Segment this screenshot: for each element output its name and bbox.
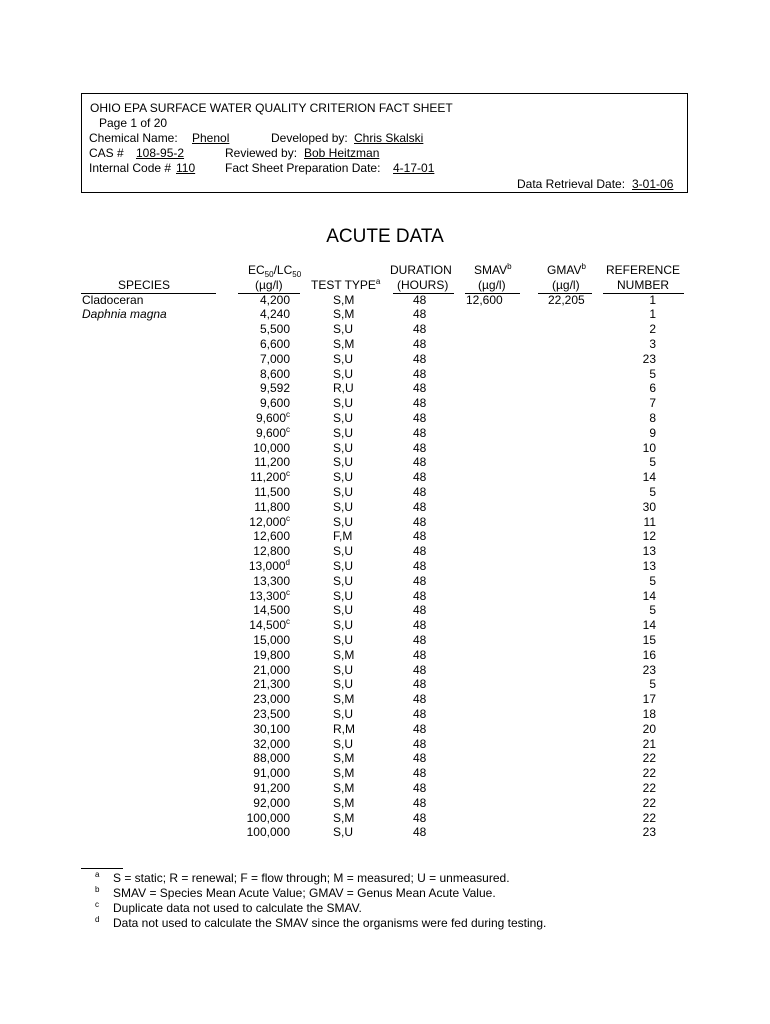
- ec-value-cell: 91,200: [253, 780, 290, 795]
- table-row: [0, 825, 770, 840]
- ec-value-cell: 11,800: [254, 499, 290, 514]
- chemical-name-label: Chemical Name:: [89, 131, 178, 145]
- ec-value-cell: 19,800: [253, 647, 290, 662]
- duration-cell: 48: [413, 618, 427, 633]
- test-type-cell: S,U: [333, 588, 354, 603]
- ec-value-cell: 21,000: [253, 662, 290, 677]
- reference-cell: 5: [649, 677, 656, 692]
- duration-cell: 48: [413, 795, 427, 810]
- test-type-cell: S,U: [333, 425, 354, 440]
- duration-cell: 48: [413, 440, 427, 455]
- duration-cell: 48: [413, 514, 427, 529]
- smav-cell: 12,600: [466, 292, 503, 307]
- ec-value-cell: 13,300$^c$: [249, 587, 290, 603]
- prep-date-value: 4-17-01: [393, 161, 435, 175]
- table-row: [0, 441, 770, 456]
- ec-value-cell: 13,300: [253, 573, 290, 588]
- test-type-cell: S,M: [333, 692, 355, 707]
- ec-value-cell: 30,100: [253, 721, 290, 736]
- page-number: Page 1 of 20: [99, 116, 168, 130]
- reference-cell: 11: [643, 514, 656, 529]
- table-row: [0, 663, 770, 678]
- table-row: [0, 470, 770, 485]
- table-row: [0, 603, 770, 618]
- table-row: [0, 381, 770, 396]
- ec-value-cell: 4,240: [259, 307, 290, 322]
- ec-value-cell: 88,000: [253, 751, 290, 766]
- table-row: [0, 722, 770, 737]
- duration-cell: 48: [413, 307, 427, 322]
- table-row: [0, 529, 770, 544]
- value-footnote-mark: d: [285, 557, 290, 567]
- test-type-cell: S,U: [333, 573, 354, 588]
- test-type-cell: S,U: [333, 484, 354, 499]
- reference-cell: 5: [649, 366, 656, 381]
- test-type-cell: R,U: [333, 381, 354, 396]
- reference-cell: 14: [642, 588, 656, 603]
- table-row: [0, 811, 770, 826]
- reference-cell: 23: [642, 351, 656, 366]
- test-type-cell: S,U: [333, 825, 354, 840]
- duration-cell: 48: [413, 410, 427, 425]
- value-footnote-mark: c: [286, 409, 290, 419]
- table-row: [0, 411, 770, 426]
- duration-cell: 48: [413, 736, 427, 751]
- table-row: [0, 677, 770, 692]
- reference-cell: 13: [642, 558, 656, 573]
- test-type-cell: S,U: [333, 410, 354, 425]
- duration-cell: 48: [413, 751, 427, 766]
- duration-cell: 48: [413, 662, 427, 677]
- developed-by-value: Chris Skalski: [354, 131, 424, 145]
- reference-cell: 12: [642, 529, 656, 544]
- col-duration: DURATION: [390, 263, 452, 277]
- reference-cell: 22: [642, 766, 656, 781]
- test-type-cell: S,U: [333, 440, 354, 455]
- reference-cell: 14: [642, 618, 656, 633]
- ec-value-cell: 32,000: [253, 736, 290, 751]
- retrieval-date-label: Data Retrieval Date:: [517, 177, 626, 191]
- reference-cell: 5: [649, 603, 656, 618]
- reference-cell: 23: [642, 662, 656, 677]
- table-row: [0, 455, 770, 470]
- test-type-cell: S,M: [333, 292, 355, 307]
- ec-value-cell: 15,000: [253, 632, 290, 647]
- table-row: [0, 751, 770, 766]
- col-reference: REFERENCE: [606, 263, 681, 277]
- table-row: [0, 574, 770, 589]
- ec-value-cell: 13,000$^d$: [248, 557, 290, 573]
- ec-value-cell: 9,592: [259, 381, 290, 396]
- internal-code-label: Internal Code #: [89, 161, 172, 175]
- footnote-mark: b: [95, 885, 100, 894]
- value-footnote-mark: c: [286, 424, 290, 434]
- footnote: [0, 901, 770, 916]
- ec-value-cell: 6,600: [259, 336, 290, 351]
- table-row: [0, 766, 770, 781]
- prep-date-label: Fact Sheet Preparation Date:: [225, 161, 381, 175]
- reference-cell: 22: [642, 795, 656, 810]
- duration-cell: 48: [413, 677, 427, 692]
- duration-cell: 48: [413, 692, 427, 707]
- duration-cell: 48: [413, 292, 427, 307]
- ec-value-cell: 100,000: [246, 825, 290, 840]
- reference-cell: 21: [642, 736, 656, 751]
- value-footnote-mark: c: [286, 617, 290, 627]
- ec-value-cell: 9,600$^c$: [255, 409, 290, 425]
- species-cell: Cladoceran: [82, 292, 144, 307]
- col-duration-unit: (HOURS): [397, 278, 449, 292]
- duration-cell: 48: [413, 544, 427, 559]
- reviewed-by-value: Bob Heitzman: [304, 146, 380, 160]
- reference-cell: 22: [642, 751, 656, 766]
- ec-value-cell: 100,000: [246, 810, 290, 825]
- duration-cell: 48: [413, 336, 427, 351]
- reference-cell: 22: [642, 780, 656, 795]
- ec-value-cell: 11,500: [254, 484, 290, 499]
- col-test-type: TEST TYPE$^a$: [311, 277, 381, 292]
- chemical-name-value: Phenol: [192, 131, 230, 145]
- reference-cell: 20: [642, 721, 656, 736]
- col-species: SPECIES: [118, 278, 171, 292]
- table-row: [0, 352, 770, 367]
- test-type-cell: R,M: [333, 721, 355, 736]
- duration-cell: 48: [413, 425, 427, 440]
- developed-by-label: Developed by:: [271, 131, 348, 145]
- duration-cell: 48: [413, 529, 427, 544]
- test-type-cell: S,M: [333, 751, 355, 766]
- value-footnote-mark: c: [286, 513, 290, 523]
- duration-cell: 48: [413, 366, 427, 381]
- footnote: [0, 871, 770, 886]
- ec-value-cell: 12,600: [253, 529, 290, 544]
- sheet-title: OHIO EPA SURFACE WATER QUALITY CRITERION FACT SHEET: [90, 101, 453, 115]
- test-type-cell: S,U: [333, 603, 354, 618]
- table-row: [0, 633, 770, 648]
- duration-cell: 48: [413, 603, 427, 618]
- duration-cell: 48: [413, 322, 427, 337]
- test-type-cell: S,U: [333, 618, 354, 633]
- reference-cell: 1: [649, 292, 656, 307]
- cas-value: 108-95-2: [136, 146, 185, 160]
- ec-value-cell: 9,600$^c$: [255, 424, 290, 440]
- test-type-cell: S,U: [333, 736, 354, 751]
- test-type-cell: S,U: [333, 455, 354, 470]
- footnote-mark: d: [95, 915, 100, 924]
- test-type-cell: S,M: [333, 647, 355, 662]
- table-row: [0, 396, 770, 411]
- test-type-cell: S,M: [333, 336, 355, 351]
- reference-cell: 14: [642, 470, 656, 485]
- reference-cell: 13: [642, 544, 656, 559]
- table-row: [0, 648, 770, 663]
- ec-value-cell: 11,200$^c$: [250, 469, 290, 485]
- test-type-cell: F,M: [333, 529, 353, 544]
- value-footnote-mark: c: [286, 587, 290, 597]
- ec-value-cell: 92,000: [253, 795, 290, 810]
- duration-cell: 48: [413, 766, 427, 781]
- footnote: [0, 916, 770, 931]
- col-gmav-unit: (µg/l): [552, 278, 580, 292]
- table-row: [0, 307, 770, 322]
- duration-cell: 48: [413, 632, 427, 647]
- table-row: [0, 796, 770, 811]
- reference-cell: 15: [642, 632, 656, 647]
- test-type-cell: S,U: [333, 677, 354, 692]
- reference-cell: 5: [649, 455, 656, 470]
- footnote-mark: a: [95, 870, 100, 879]
- reference-cell: 10: [642, 440, 656, 455]
- reference-cell: 18: [642, 706, 656, 721]
- reference-cell: 22: [642, 810, 656, 825]
- duration-cell: 48: [413, 351, 427, 366]
- species-cell: Daphnia magna: [82, 307, 167, 322]
- ec-value-cell: 7,000: [259, 351, 290, 366]
- footnote-mark: c: [95, 900, 99, 909]
- reference-cell: 17: [642, 692, 656, 707]
- table-row: [0, 692, 770, 707]
- duration-cell: 48: [413, 647, 427, 662]
- table-row: [0, 618, 770, 633]
- test-type-cell: S,U: [333, 351, 354, 366]
- test-type-cell: S,M: [333, 307, 355, 322]
- ec-value-cell: 14,500$^c$: [249, 617, 290, 633]
- section-title: ACUTE DATA: [326, 226, 444, 247]
- duration-cell: 48: [413, 588, 427, 603]
- col-ec-unit: (µg/l): [255, 278, 283, 292]
- reference-cell: 9: [649, 425, 656, 440]
- table-row: [0, 559, 770, 574]
- test-type-cell: S,U: [333, 322, 354, 337]
- ec-value-cell: 23,500: [253, 706, 290, 721]
- ec-value-cell: 14,500: [253, 603, 290, 618]
- duration-cell: 48: [413, 381, 427, 396]
- table-row: [0, 367, 770, 382]
- ec-value-cell: 91,000: [253, 766, 290, 781]
- reference-cell: 23: [642, 825, 656, 840]
- test-type-cell: S,M: [333, 780, 355, 795]
- footnote-text: Duplicate data not used to calculate the SMAV.: [113, 901, 362, 915]
- duration-cell: 48: [413, 573, 427, 588]
- col-smav-unit: (µg/l): [478, 278, 506, 292]
- ec-value-cell: 4,200: [259, 292, 290, 307]
- test-type-cell: S,U: [333, 514, 354, 529]
- ec-value-cell: 12,800: [253, 544, 290, 559]
- footnote-text: SMAV = Species Mean Acute Value; GMAV = Genus Mean Acute Value.: [113, 886, 496, 900]
- reference-cell: 8: [649, 410, 656, 425]
- footnote-text: S = static; R = renewal; F = flow through; M = measured; U = unmeasured.: [113, 871, 510, 885]
- test-type-cell: S,U: [333, 544, 354, 559]
- duration-cell: 48: [413, 825, 427, 840]
- footnote-text: Data not used to calculate the SMAV since the organisms were fed during testing.: [113, 916, 547, 930]
- table-row: [0, 781, 770, 796]
- table-row: [0, 500, 770, 515]
- value-footnote-mark: c: [286, 469, 290, 479]
- table-row: [0, 589, 770, 604]
- duration-cell: 48: [413, 484, 427, 499]
- ec-value-cell: 10,000: [253, 440, 290, 455]
- table-row: [0, 322, 770, 337]
- duration-cell: 48: [413, 396, 427, 411]
- col-reference-unit: NUMBER: [617, 278, 670, 292]
- ec-value-cell: 9,600: [259, 396, 290, 411]
- test-type-cell: S,U: [333, 470, 354, 485]
- test-type-cell: S,U: [333, 706, 354, 721]
- duration-cell: 48: [413, 499, 427, 514]
- ec-value-cell: 11,200: [254, 455, 290, 470]
- reference-cell: 5: [649, 573, 656, 588]
- table-row: [0, 544, 770, 559]
- retrieval-date-value: 3-01-06: [632, 177, 674, 191]
- ec-value-cell: 8,600: [259, 366, 290, 381]
- table-row: [0, 337, 770, 352]
- reference-cell: 3: [649, 336, 656, 351]
- duration-cell: 48: [413, 810, 427, 825]
- ec-value-cell: 12,000$^c$: [249, 513, 290, 529]
- table-row: [0, 707, 770, 722]
- test-type-cell: S,U: [333, 558, 354, 573]
- duration-cell: 48: [413, 558, 427, 573]
- reference-cell: 7: [649, 396, 656, 411]
- cas-label: CAS #: [89, 146, 124, 160]
- footnote-rule: [81, 868, 123, 869]
- test-type-cell: S,U: [333, 499, 354, 514]
- test-type-cell: S,U: [333, 662, 354, 677]
- duration-cell: 48: [413, 706, 427, 721]
- footnote: [0, 886, 770, 901]
- reference-cell: 16: [642, 647, 656, 662]
- table-row: [0, 737, 770, 752]
- ec-value-cell: 5,500: [259, 322, 290, 337]
- reference-cell: 5: [649, 484, 656, 499]
- reference-cell: 30: [642, 499, 656, 514]
- reviewed-by-label: Reviewed by:: [225, 146, 298, 160]
- gmav-cell: 22,205: [548, 292, 585, 307]
- test-type-cell: S,M: [333, 766, 355, 781]
- col-gmav: GMAV$^b$: [547, 262, 586, 277]
- test-type-cell: S,U: [333, 366, 354, 381]
- table-row: [0, 426, 770, 441]
- table-row: [0, 485, 770, 500]
- table-row: [0, 293, 770, 308]
- test-type-cell: S,M: [333, 810, 355, 825]
- reference-cell: 2: [649, 322, 656, 337]
- col-ec-lc: $EC_{50}/LC_{50}$: [248, 263, 302, 279]
- ec-value-cell: 21,300: [253, 677, 290, 692]
- duration-cell: 48: [413, 470, 427, 485]
- col-smav: SMAV$^b$: [474, 262, 512, 277]
- ec-value-cell: 23,000: [253, 692, 290, 707]
- test-type-cell: S,U: [333, 632, 354, 647]
- table-row: [0, 515, 770, 530]
- test-type-cell: S,M: [333, 795, 355, 810]
- test-type-cell: S,U: [333, 396, 354, 411]
- reference-cell: 6: [649, 381, 656, 396]
- internal-code-value: 110: [176, 161, 196, 175]
- duration-cell: 48: [413, 455, 427, 470]
- reference-cell: 1: [649, 307, 656, 322]
- duration-cell: 48: [413, 780, 427, 795]
- duration-cell: 48: [413, 721, 427, 736]
